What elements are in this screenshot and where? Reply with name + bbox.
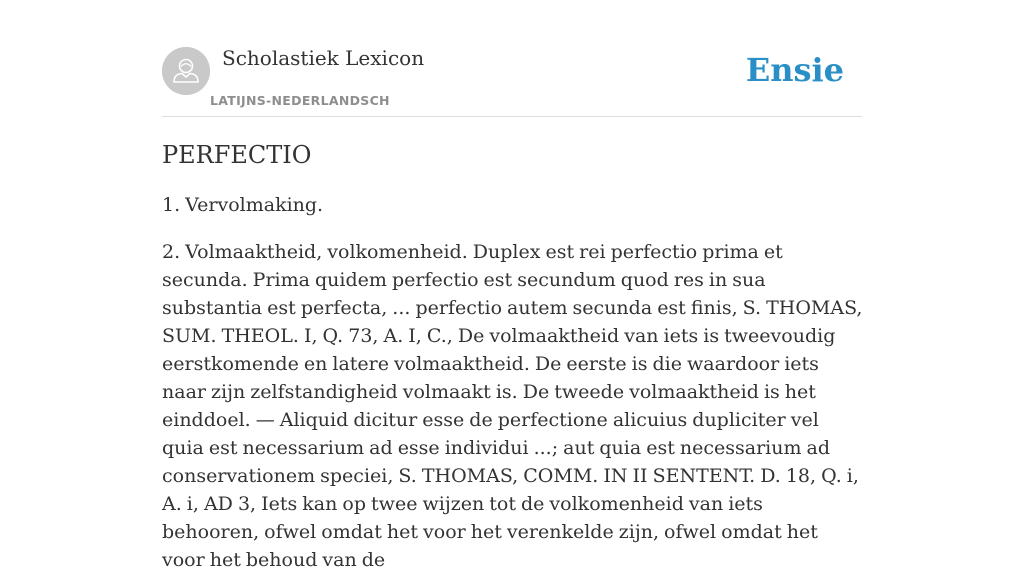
entry-paragraph: 1. Vervolmaking. <box>162 194 324 216</box>
brand-logo[interactable]: Ensie <box>745 51 844 89</box>
entry-content <box>162 138 864 574</box>
site-title[interactable]: Scholastiek Lexicon <box>222 46 425 70</box>
site-subtitle: LATIJNS-NEDERLANDSCH <box>210 93 390 108</box>
entry-title: PERFECTIO <box>162 141 312 169</box>
site-header <box>162 0 862 117</box>
user-avatar-icon[interactable] <box>162 47 210 95</box>
entry-paragraph: 2. Volmaaktheid, volkomenheid. Duplex est rei perfectio prima et secunda. Prima quidem perfectio est secundum quod res in sua substantia est perfecta, ... perfectio autem secunda est finis, S. THOMAS, SUM. THEOL. I, Q. 73, A. I, C., De volmaaktheid van iets is tweevoudig eerstkomende en latere volmaaktheid. De eerste is die waardoor iets naar zijn zelfstandigheid volmaakt is. De tweede volmaaktheid is het einddoel. — Aliquid dicitur esse de perfectione alicuius dupliciter vel quia est necessarium ad esse individui ...; aut quia est necessarium ad conservationem speciei, S. THOMAS, COMM. IN II SENTENT. D. 18, Q. i, A. i, AD 3, Iets kan op twee wijzen tot de volkomenheid van iets behooren, ofwel omdat het voor het verenkelde zijn, ofwel omdat het voor het behoud van de <box>162 241 863 571</box>
